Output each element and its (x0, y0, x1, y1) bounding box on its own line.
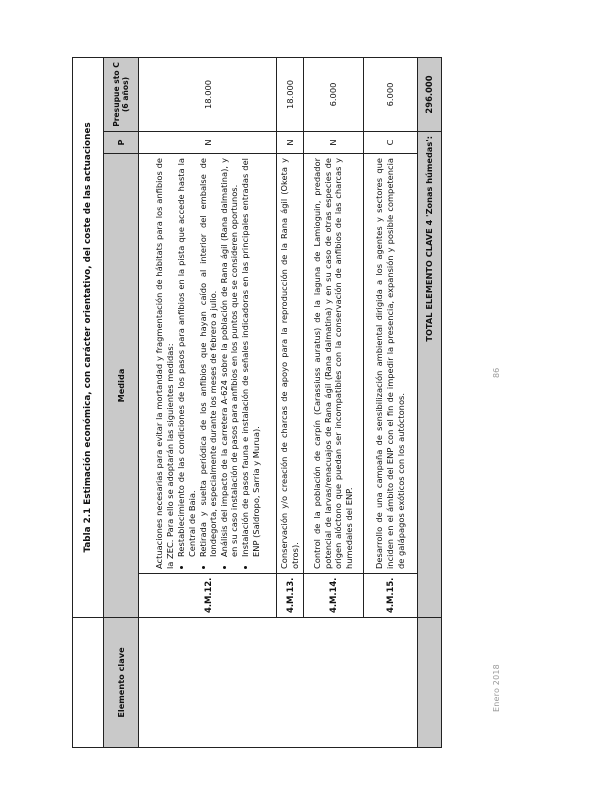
measure-code: 4.M.12. (139, 574, 277, 618)
priority-value: N (277, 132, 303, 154)
list-item: • Instalación de pasos fauna e instalación de señales indicadoras en las principales entradas del ENP (Saldropo, Sarria y Murua). (240, 158, 261, 557)
header-priority: P (104, 132, 139, 154)
budget-value: 6.000 (363, 57, 417, 131)
budget-value: 18.000 (139, 57, 277, 131)
measure-intro: Actuaciones necesarias para evitar la mortandad y fragmentación de hábitats para los anfibios de la ZEC. Para ello se adoptarán las siguientes medidas: (154, 158, 175, 569)
footer-date: Enero 2018 (492, 664, 501, 712)
page-number: 86 (492, 367, 501, 378)
measure-bullet-list (176, 158, 261, 569)
list-item: • Restablecimiento de las condiciones de los pasos para anfibios en la pista que accede hasta la Central de Baia. (176, 158, 197, 557)
priority-value: N (303, 132, 363, 154)
total-label: TOTAL ELEMENTO CLAVE 4 'Zonas húmedas': (417, 132, 441, 618)
element-column-top (73, 618, 104, 748)
list-item: • Retirada y suelta periódica de los anfibios que hayan caído al interior del embalse de Iondegorta, especialmente durante los meses de febrero a julio. (198, 158, 219, 557)
rotated-table-frame (72, 58, 442, 748)
measure-text: Conservación y/o creación de charcas de apoyo para la reproducción de la Rana ágil (Oketa y otros). (277, 154, 303, 574)
measure-code: 4.M.14. (303, 574, 363, 618)
total-value: 296.000 (417, 57, 441, 131)
header-element: Elemento clave (104, 618, 139, 748)
priority-value: N (139, 132, 277, 154)
total-row-spacer (417, 618, 441, 748)
header-budget: Presupue sto C (6 años) (104, 57, 139, 131)
list-item: • Análisis del impacto de la carretera A-624 sobre la población de Rana ágil (Rana dalmatina), y en su caso instalación de pasos para anfibios en los puntos que se consideren oportunos. (219, 158, 240, 557)
measure-text (139, 154, 277, 574)
element-cell (139, 618, 418, 748)
measure-text: Desarrollo de una campaña de sensibilización ambiental dirigida a los agentes y sectores que inciden en el ámbito del ENP con el fin de impedir la presencia, expansión y posible competencia de galápagos exóticos con los autóctonos. (363, 154, 417, 574)
cost-estimate-table (72, 57, 442, 748)
header-measure: Medida (104, 154, 139, 618)
budget-value: 6.000 (303, 57, 363, 131)
table-title: Tabla 2.1 Estimación económica, con carácter orientativo, del coste de las actuaciones (73, 57, 104, 617)
measure-code: 4.M.15. (363, 574, 417, 618)
priority-value: C (363, 132, 417, 154)
measure-code: 4.M.13. (277, 574, 303, 618)
budget-value: 18.000 (277, 57, 303, 131)
measure-text: Control de la población de carpín (Carassiuss auratus) de la laguna de Lamioguin, predador potencial de larvas/renacuajos de Rana ágil (Rana dalmatina) y en su caso de otras especies de origen alóctono que puedan ser incompatibles con la conservación de anfibios de las charcas y humedales del ENP. (303, 154, 363, 574)
